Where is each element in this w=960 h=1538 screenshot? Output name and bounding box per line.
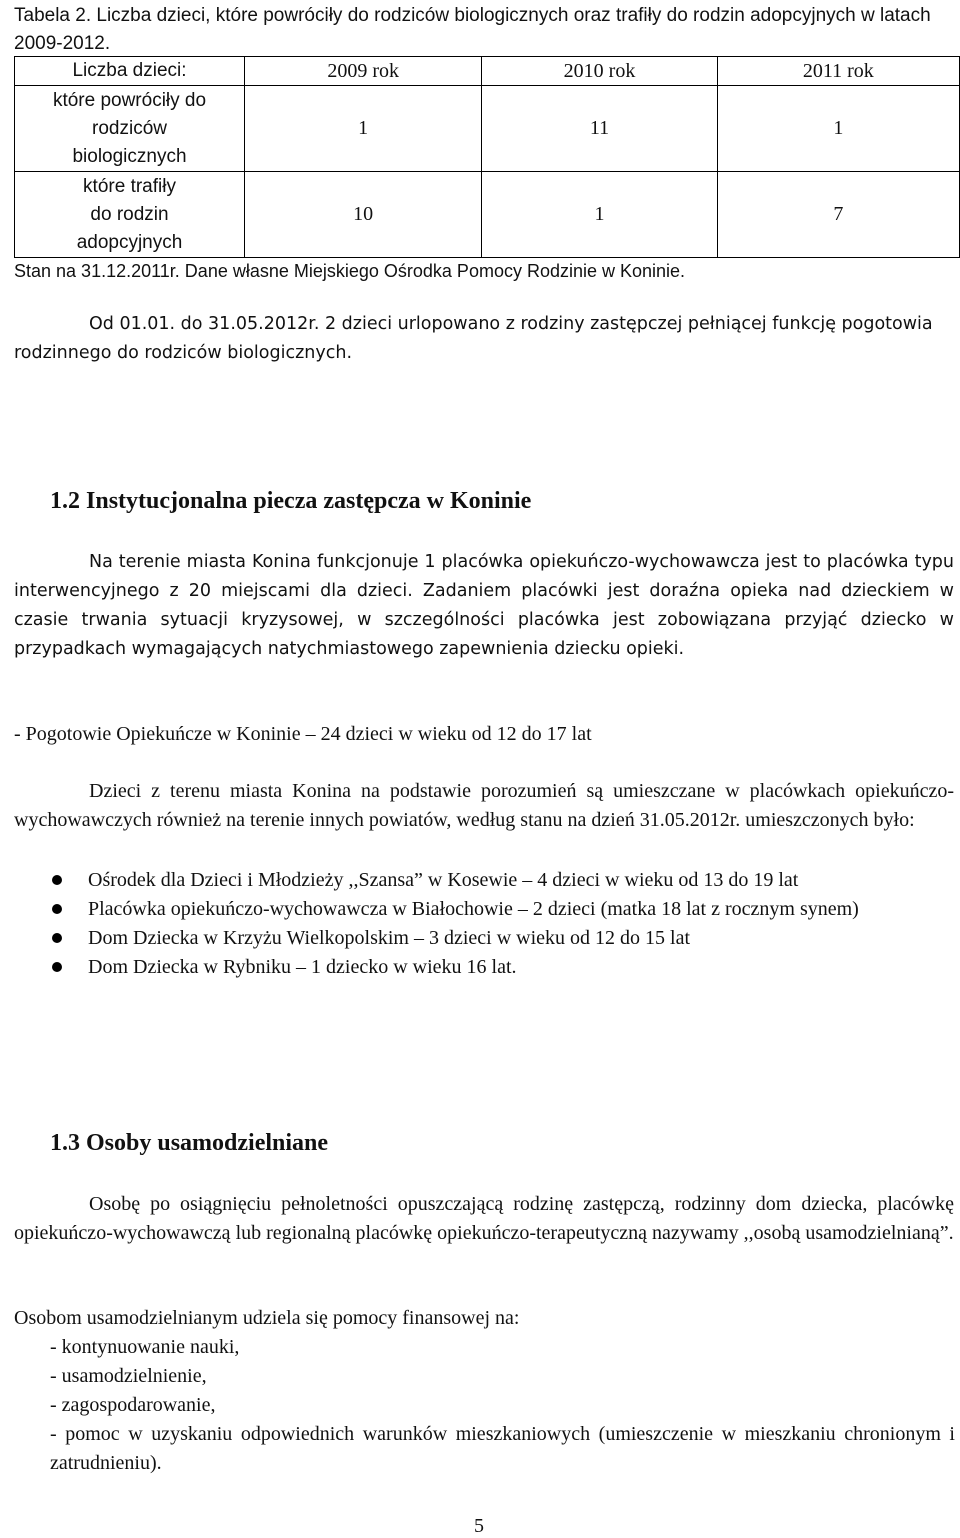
list-item-text: Dom Dziecka w Krzyżu Wielkopolskim – 3 dzieci w wieku od 12 do 15 lat [88, 927, 691, 949]
table-cell: 1 [245, 86, 482, 172]
row-label-line: do rodzin [90, 203, 169, 225]
table-cell: 7 [717, 172, 959, 258]
table-row [15, 86, 960, 172]
pogotowie-line: - Pogotowie Opiekuńcze w Koninie – 24 dzieci w wieku od 12 do 17 lat [14, 723, 592, 745]
bullet-icon [52, 933, 62, 943]
table-cell: 1 [717, 86, 959, 172]
row-label-line: rodziców [92, 117, 167, 139]
table-header-row [15, 57, 960, 86]
row-label-line: które trafiły [83, 175, 176, 197]
row-label [15, 86, 245, 172]
row-label-line: adopcyjnych [76, 231, 183, 253]
placowki-list [50, 866, 955, 982]
list-item-text: Ośrodek dla Dzieci i Młodzieży ,,Szansa” w Kosewie – 4 dzieci w wieku od 13 do 19 lat [88, 869, 799, 891]
list-item: - zagospodarowanie, [50, 1394, 216, 1416]
table-caption: Tabela 2. Liczba dzieci, które powróciły do rodziców biologicznych oraz trafiły do rodzin adopcyjnych w latach 2009-2012. [14, 5, 931, 54]
row-label-line: które powróciły do [52, 89, 207, 111]
list-item: - usamodzielnienie, [50, 1365, 207, 1387]
list-item [50, 924, 955, 953]
section-1-3-heading: 1.3 Osoby usamodzielniane [50, 1130, 329, 1156]
table-cell: 11 [482, 86, 717, 172]
table-header-label: Liczba dzieci: [15, 57, 245, 86]
section-1-3-paragraph: Osobę po osiągnięciu pełnoletności opuszczającą rodzinę zastępczą, rodzinny dom dziecka, placówkę opiekuńczo-wychowawczą lub regionalną placówkę opiekuńczo-terapeutyczną nazywamy ,,osobą usamodzielnianą”. [14, 1193, 954, 1244]
list-item [50, 866, 955, 895]
children-table [14, 56, 960, 258]
bullet-icon [52, 962, 62, 972]
list-item-text: Dom Dziecka w Rybniku – 1 dziecko w wieku 16 lat. [88, 956, 517, 978]
list-item-text: Placówka opiekuńczo-wychowawcza w Białochowie – 2 dzieci (matka 18 lat z rocznym synem) [88, 898, 859, 920]
financial-help-intro: Osobom usamodzielnianym udziela się pomocy finansowej na: [14, 1307, 520, 1329]
row-label-line: biologicznych [72, 145, 187, 167]
row-label [15, 172, 245, 258]
financial-help-list [50, 1333, 955, 1478]
list-item: - kontynuowanie nauki, [50, 1336, 240, 1358]
section-1-2-heading: 1.2 Instytucjonalna piecza zastępcza w Koninie [50, 488, 532, 514]
table-row [15, 172, 960, 258]
source-note: Stan na 31.12.2011r. Dane własne Miejskiego Ośrodka Pomocy Rodzinie w Koninie. [14, 261, 686, 281]
bullet-icon [52, 904, 62, 914]
section-1-2-paragraph-2: Dzieci z terenu miasta Konina na podstawie porozumień są umieszczane w placówkach opiekuńczo-wychowawczych również na terenie innych powiatów, według stanu na dzień 31.05.2012r. umieszczonych było: [14, 780, 954, 831]
bullet-icon [52, 875, 62, 885]
page-number: 5 [474, 1515, 484, 1537]
table-header-2010: 2010 rok [482, 57, 717, 86]
list-item: - pomoc w uzyskaniu odpowiednich warunków mieszkaniowych (umieszczenie w mieszkaniu chronionym i zatrudnieniu). [50, 1423, 955, 1474]
list-item [50, 953, 955, 982]
note-2012: Od 01.01. do 31.05.2012r. 2 dzieci urlopowano z rodziny zastępczej pełniącej funkcję pogotowia rodzinnego do rodziców biologicznych. [14, 314, 933, 363]
list-item [50, 895, 955, 924]
table-cell: 1 [482, 172, 717, 258]
table-cell: 10 [245, 172, 482, 258]
table-header-2009: 2009 rok [245, 57, 482, 86]
table-header-2011: 2011 rok [717, 57, 959, 86]
section-1-2-paragraph: Na terenie miasta Konina funkcjonuje 1 placówka opiekuńczo-wychowawcza jest to placówka typu interwencyjnego z 20 miejscami dla dzieci. Zadaniem placówki jest doraźna opieka nad dzieckiem w czasie trwania sytuacji kryzysowej, w szczególności placówka jest zobowiązana przyjąć dziecko w przypadkach wymagających natychmiastowego zapewnienia dziecku opieki. [14, 552, 954, 659]
